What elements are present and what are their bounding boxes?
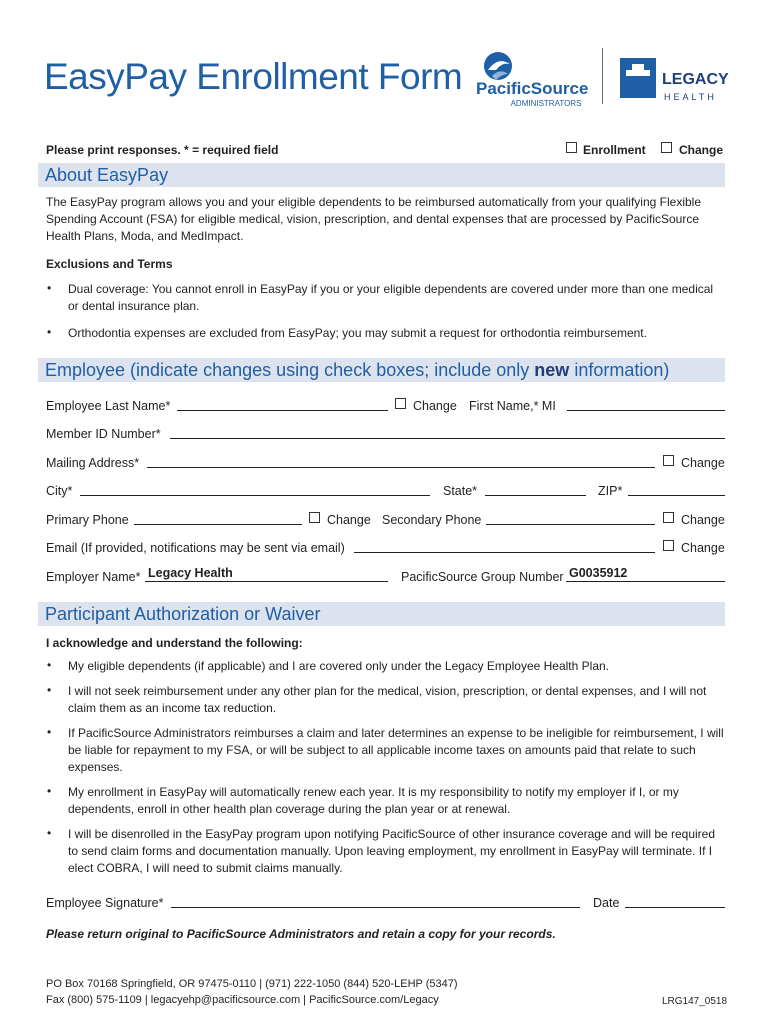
member-id-field[interactable]	[170, 438, 725, 439]
group-number-field[interactable]	[566, 581, 725, 582]
authorization-section-header	[38, 602, 725, 626]
legacy-logo-name: LEGACY	[662, 71, 729, 88]
authorization-intro: I acknowledge and understand the following:	[46, 636, 303, 650]
about-heading: About EasyPay	[45, 165, 169, 185]
page-title: EasyPay Enrollment Form	[44, 56, 463, 97]
secondary-phone-label: Secondary Phone	[382, 513, 482, 527]
first-name-label: First Name,* MI	[469, 399, 556, 413]
secondary-phone-change-checkbox[interactable]	[663, 512, 674, 523]
change-form-checkbox[interactable]	[661, 142, 672, 153]
pacificsource-logo-sub: ADMINISTRATORS	[510, 99, 582, 108]
first-name-field[interactable]	[567, 410, 725, 411]
primary-phone-field[interactable]	[134, 524, 302, 525]
terms-item-1: Dual coverage: You cannot enroll in EasyPay if you or your eligible dependents are covered under more than one medical or dental insurance plan.	[68, 282, 714, 313]
last-name-label: Employee Last Name*	[46, 399, 171, 413]
signature-field[interactable]	[171, 907, 580, 908]
primary-phone-change-checkbox[interactable]	[309, 512, 320, 523]
auth-item-2: I will not seek reimbursement under any other plan for the medical, vision, prescription, or dental expenses, and I will not claim them as an income tax reduction.	[68, 684, 707, 715]
footer-address: PO Box 70168 Springfield, OR 97475-0110 | (971) 222-1050 (844) 520-LEHP (5347)	[46, 978, 458, 990]
last-name-field[interactable]	[177, 410, 388, 411]
secondary-phone-change-label: Change	[681, 513, 725, 527]
authorization-heading: Participant Authorization or Waiver	[45, 604, 321, 624]
mailing-address-change-label: Change	[681, 456, 725, 470]
change-form-label: Change	[679, 143, 724, 157]
employer-name-label: Employer Name*	[46, 570, 141, 584]
primary-phone-label: Primary Phone	[46, 513, 129, 527]
footer-contact: Fax (800) 575-1109 | legacyehp@pacificsource.com | PacificSource.com/Legacy	[46, 994, 439, 1006]
employee-heading: Employee (indicate changes using check boxes; include only new information)	[45, 360, 670, 380]
terms-heading: Exclusions and Terms	[46, 257, 173, 271]
auth-item-4: My enrollment in EasyPay will automatically renew each year. It is my responsibility to notify my employer if I, or my dependents, enroll in other health plan coverage during the plan year or at renewal.	[68, 785, 679, 816]
last-name-change-label: Change	[413, 399, 457, 413]
state-label: State*	[443, 484, 478, 498]
logo-divider	[602, 48, 603, 104]
auth-item-5: I will be disenrolled in the EasyPay program upon notifying PacificSource of other insurance coverage and will be required to send claim forms and documentation manually. Upon leaving employment, my enrollment in EasyPay will terminate. If I elect COBRA, I will need to submit claims manually.	[68, 827, 716, 875]
auth-item-1: My eligible dependents (if applicable) and I are covered only under the Legacy Employee Health Plan.	[68, 659, 609, 673]
auth-bullet: •	[47, 725, 52, 739]
last-name-change-checkbox[interactable]	[395, 398, 406, 409]
date-field[interactable]	[625, 907, 725, 908]
email-change-label: Change	[681, 541, 725, 555]
about-body: The EasyPay program allows you and your eligible dependents to be reimbursed automatically from your qualifying Flexible Spending Account (FSA) for eligible medical, vision, prescription, and dental expenses that are processed by PacificSource Health Plans, Moda, and MedImpact.	[46, 195, 702, 243]
email-change-checkbox[interactable]	[663, 540, 674, 551]
pacificsource-logo	[474, 48, 594, 108]
legacy-logo-sub: HEALTH	[664, 92, 717, 102]
mailing-address-label: Mailing Address*	[46, 456, 140, 470]
employer-name-field[interactable]	[145, 581, 388, 582]
auth-item-3: If PacificSource Administrators reimburses a claim and later determines an expense to be ineligible for reimbursement, I will be liable for repayment to my FSA, or will be subject to all applicable income taxes on amounts paid that relate to such expenses.	[68, 726, 724, 774]
enrollment-label: Enrollment	[583, 143, 646, 157]
city-field[interactable]	[80, 495, 430, 496]
auth-bullet: •	[47, 826, 52, 840]
date-label: Date	[593, 896, 620, 910]
form-code: LRG147_0518	[662, 996, 728, 1007]
enrollment-checkbox[interactable]	[566, 142, 577, 153]
terms-bullet: •	[47, 281, 52, 295]
employee-section-header	[38, 358, 725, 382]
mailing-address-field[interactable]	[147, 467, 655, 468]
mailing-address-change-checkbox[interactable]	[663, 455, 674, 466]
employer-name-value: Legacy Health	[148, 566, 233, 580]
instructions: Please print responses. * = required field	[46, 143, 279, 157]
email-field[interactable]	[354, 552, 655, 553]
auth-bullet: •	[47, 784, 52, 798]
group-number-value: G0035912	[569, 566, 628, 580]
state-field[interactable]	[485, 495, 586, 496]
member-id-label: Member ID Number*	[46, 427, 161, 441]
primary-phone-change-label: Change	[327, 513, 371, 527]
auth-bullet: •	[47, 658, 52, 672]
pacificsource-logo-name: PacificSource	[476, 79, 589, 98]
secondary-phone-field[interactable]	[486, 524, 655, 525]
email-label: Email (If provided, notifications may be sent via email)	[46, 541, 345, 555]
city-label: City*	[46, 484, 73, 498]
terms-bullet: •	[47, 325, 52, 339]
auth-bullet: •	[47, 683, 52, 697]
zip-field[interactable]	[628, 495, 725, 496]
return-note: Please return original to PacificSource Administrators and retain a copy for your records.	[46, 927, 556, 941]
signature-label: Employee Signature*	[46, 896, 164, 910]
legacy-health-logo	[618, 54, 738, 104]
about-section-header	[38, 163, 725, 187]
terms-item-2: Orthodontia expenses are excluded from EasyPay; you may submit a request for orthodontia reimbursement.	[68, 326, 647, 340]
group-number-label: PacificSource Group Number	[401, 570, 564, 584]
zip-label: ZIP*	[598, 484, 623, 498]
